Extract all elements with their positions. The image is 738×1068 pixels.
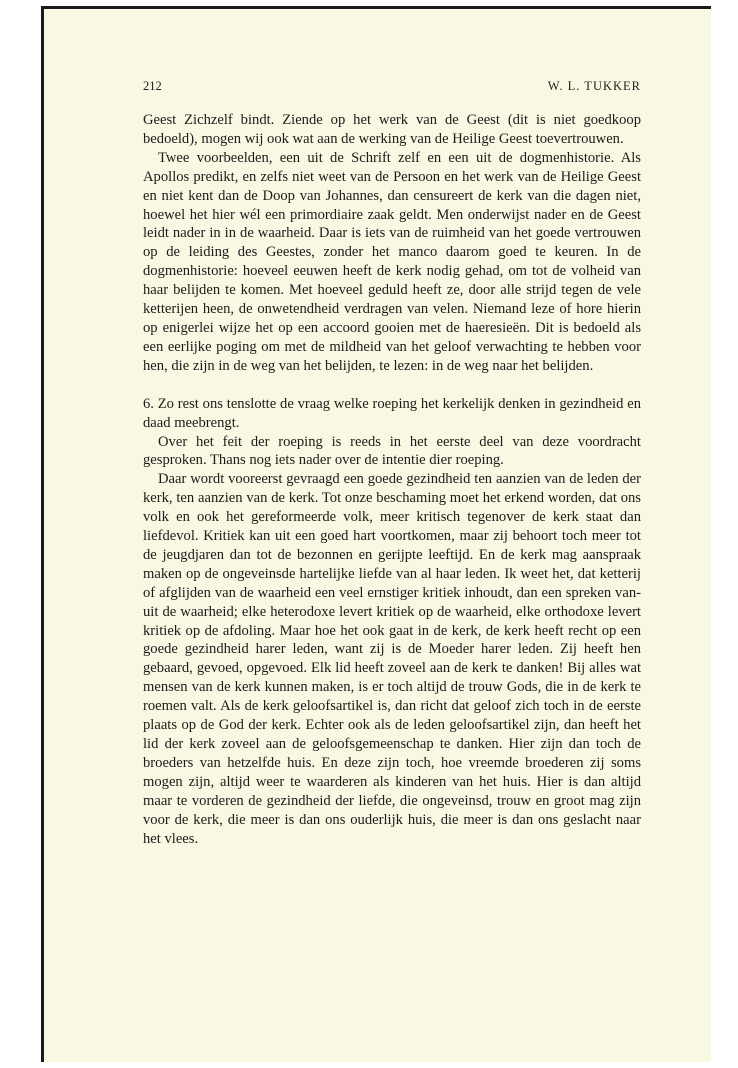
running-head-author: W. L. TUKKER <box>547 79 641 93</box>
body-text <box>143 111 641 848</box>
page-header <box>143 79 641 99</box>
paragraph-disposition: Daar wordt vooreerst gevraagd een goede gezindheid ten aanzien van de leden der kerk, ten aanzien van de kerk. Tot onze beschaming moet het erkend worden, dat ons volk en ook het gereformeerde volk, meer kritisch tegenover de kerk staat dan liefdevol. Kritiek kan uit een goed hart voortkomen, maar zij behoort toch meer tot de jeugdjaren dan tot de bezonnen en gerijpte leeftijd. En de kerk mag aanspraak maken op de ongeveinsde hartelijke liefde van al haar leden. Ik weet het, dat ketterij of afglijden van de waarheid een veel ernstiger kritiek inhoudt, dan een spreken vanuit de waarheid; elke heterodoxe levert kritiek op de waarheid, elke orthodoxe levert kritiek op de afdoling. Maar hoe het ook gaat in de kerk, de kerk heeft recht op een goede gezindheid harer leden, want zij is de Moeder harer leden. Zij heeft hen gebaard, gevoed, opgevoed. Elk lid heeft zoveel aan de kerk te danken! Bij alles wat mensen van de kerk kunnen maken, is er toch altijd de trouw Gods, die in de kerk te roemen valt. Als de kerk geloofsartikel is, dan richt dat geloof zich toch in de eerste plaats op de God der kerk. Echter ook als de leden geloofsartikel zijn, dan heeft het lid der kerk zoveel aan de geloofsgemeenschap te danken. Hier zijn dan toch de broeders van hetzelfde huis. En deze zijn toch, hoe vreemde broederen zij soms mogen zijn, altijd weer te waarderen als kinderen van het huis. Hier is dan altijd maar te vorderen de gezindheid der liefde, die ongeveinsd, trouw en groot mag zijn voor de kerk, die meer is dan ons ouderlijk huis, die meer is dan ons geslacht naar het vlees. <box>143 471 641 847</box>
page-number: 212 <box>143 79 162 93</box>
paragraph-examples: Twee voorbeelden, een uit de Schrift zelf en een uit de dogmenhistorie. Als Apollos predikt, en zelfs niet weet van de Persoon en het werk van de Heilige Geest en niet kent dan de Doop van Johannes, dan censureert de kerk van die dagen niet, hoewel het hier wél een primordiaire zaak geldt. Men onderwijst nader en de Geest leidt nader in in de waarheid. Daar is iets van de ruimheid van het goede vertrouwen op de leiding des Geestes, zonder het manco daarom goed te keuren. In de dogmenhistorie: hoeveel eeuwen heeft de kerk nodig gehad, om tot de volheid van haar belijden te komen. Met hoeveel geduld heeft ze, door alle strijd tegen de vele ketterijen heen, de onwetendheid verdragen van velen. Niemand leze of hore hierin op enigerlei wijze het op een accoord gooien met de haeresieën. Dit is bedoeld als een eerlijke poging om met de mildheid van het geloof verwachting te hebben voor hen, die zijn in de weg van het belijden, te lezen: in de weg naar het belijden. <box>143 149 641 374</box>
paragraph-continued: Geest Zichzelf bindt. Ziende op het werk van de Geest (dit is niet goedkoop bedoeld), mogen wij ook wat aan de werking van de Heilige Geest toevertrouwen. <box>143 112 641 147</box>
paragraph-calling: Over het feit der roeping is reeds in het eerste deel van deze voordracht gesproken. Thans nog iets nader over de intentie dier roeping. <box>143 433 641 469</box>
paragraph-section-6: 6. Zo rest ons tenslotte de vraag welke roeping het kerkelijk denken in gezindheid en daad meebrengt. <box>143 395 641 431</box>
